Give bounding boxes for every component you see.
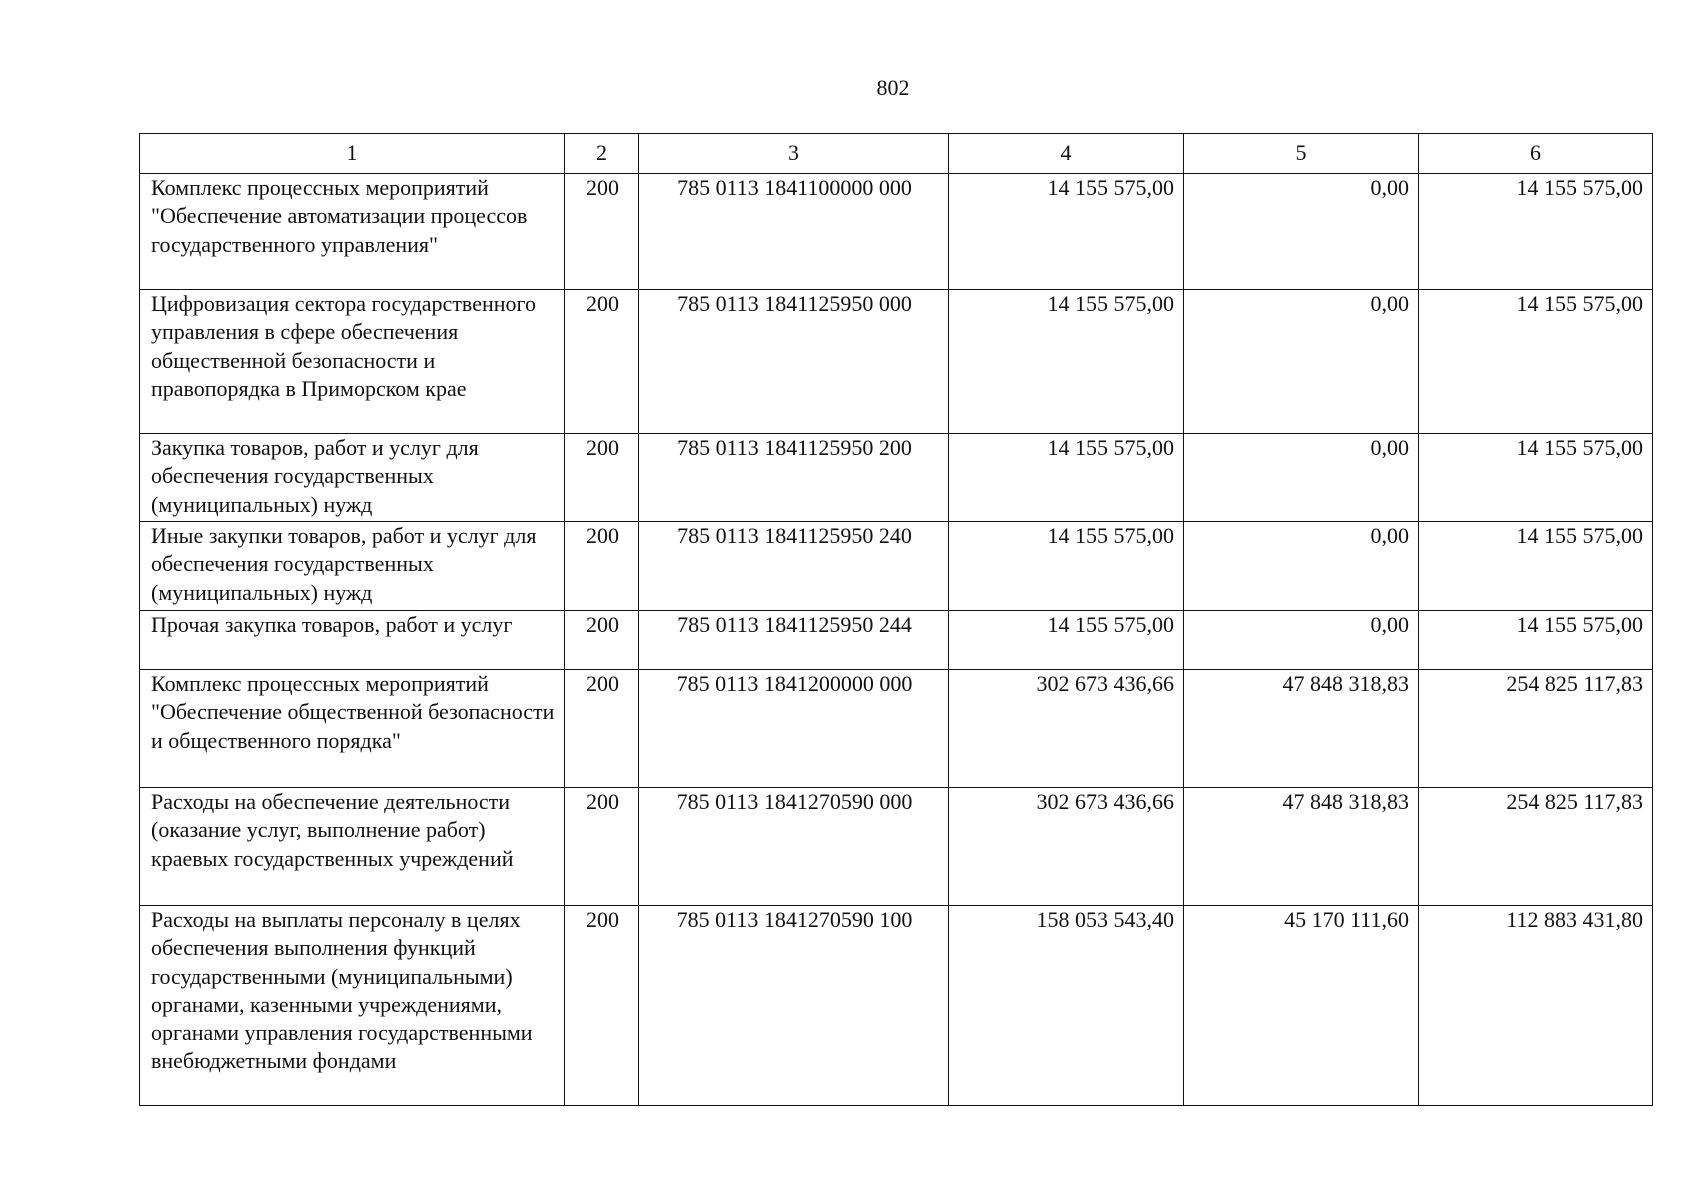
row-name-cell: Прочая закупка товаров, работ и услуг: [140, 611, 565, 670]
table-row: [140, 788, 1653, 906]
row-col6-cell: 14 155 575,00: [1419, 290, 1653, 434]
table-row: [140, 434, 1653, 522]
row-col4-cell: 14 155 575,00: [949, 174, 1184, 290]
row-col5-cell: 45 170 111,60: [1184, 906, 1419, 1106]
row-col6-cell: 14 155 575,00: [1419, 174, 1653, 290]
table-row: [140, 522, 1653, 611]
row-col4-cell: 302 673 436,66: [949, 788, 1184, 906]
budget-table: [139, 133, 1653, 1106]
row-col5-cell: 0,00: [1184, 522, 1419, 611]
header-col-6: 6: [1419, 134, 1653, 174]
row-code-cell: 200: [565, 290, 639, 434]
table-row: [140, 174, 1653, 290]
table-row: [140, 611, 1653, 670]
row-col4-cell: 158 053 543,40: [949, 906, 1184, 1106]
row-col5-cell: 0,00: [1184, 611, 1419, 670]
table-row: [140, 670, 1653, 788]
row-col6-cell: 14 155 575,00: [1419, 434, 1653, 522]
row-kbk-cell: 785 0113 1841100000 000: [639, 174, 949, 290]
row-name-cell: Иные закупки товаров, работ и услуг для обеспечения государственных (муниципальных) нужд: [140, 522, 565, 611]
table-row: [140, 290, 1653, 434]
row-code-cell: 200: [565, 522, 639, 611]
row-col6-cell: 112 883 431,80: [1419, 906, 1653, 1106]
row-col6-cell: 14 155 575,00: [1419, 611, 1653, 670]
header-col-3: 3: [639, 134, 949, 174]
row-col4-cell: 14 155 575,00: [949, 290, 1184, 434]
row-code-cell: 200: [565, 906, 639, 1106]
row-col4-cell: 14 155 575,00: [949, 434, 1184, 522]
row-code-cell: 200: [565, 611, 639, 670]
row-col5-cell: 0,00: [1184, 174, 1419, 290]
row-name-cell: Расходы на обеспечение деятельности (оказание услуг, выполнение работ) краевых государственных учреждений: [140, 788, 565, 906]
row-col5-cell: 0,00: [1184, 290, 1419, 434]
row-kbk-cell: 785 0113 1841125950 200: [639, 434, 949, 522]
row-col5-cell: 47 848 318,83: [1184, 788, 1419, 906]
row-col4-cell: 14 155 575,00: [949, 522, 1184, 611]
row-col6-cell: 14 155 575,00: [1419, 522, 1653, 611]
row-kbk-cell: 785 0113 1841200000 000: [639, 670, 949, 788]
table-row: [140, 906, 1653, 1106]
row-code-cell: 200: [565, 434, 639, 522]
row-kbk-cell: 785 0113 1841125950 240: [639, 522, 949, 611]
row-code-cell: 200: [565, 670, 639, 788]
page-number: 802: [876, 75, 910, 100]
table-header-row: [140, 134, 1653, 174]
row-col5-cell: 0,00: [1184, 434, 1419, 522]
row-name-cell: Цифровизация сектора государственного управления в сфере обеспечения общественной безопасности и правопорядка в Приморском крае: [140, 290, 565, 434]
header-col-2: 2: [565, 134, 639, 174]
row-name-cell: Комплекс процессных мероприятий "Обеспечение общественной безопасности и общественного порядка": [140, 670, 565, 788]
header-col-1: 1: [140, 134, 565, 174]
row-code-cell: 200: [565, 788, 639, 906]
row-name-cell: Расходы на выплаты персоналу в целях обеспечения выполнения функций государственными (муниципальными) органами, казенными учреждениями, органами управления государственными внебюджетными фондами: [140, 906, 565, 1106]
row-col4-cell: 302 673 436,66: [949, 670, 1184, 788]
row-col6-cell: 254 825 117,83: [1419, 788, 1653, 906]
header-col-5: 5: [1184, 134, 1419, 174]
header-col-4: 4: [949, 134, 1184, 174]
row-col4-cell: 14 155 575,00: [949, 611, 1184, 670]
row-name-cell: Закупка товаров, работ и услуг для обеспечения государственных (муниципальных) нужд: [140, 434, 565, 522]
row-col5-cell: 47 848 318,83: [1184, 670, 1419, 788]
row-name-cell: Комплекс процессных мероприятий "Обеспечение автоматизации процессов государственного управления": [140, 174, 565, 290]
row-col6-cell: 254 825 117,83: [1419, 670, 1653, 788]
row-kbk-cell: 785 0113 1841125950 000: [639, 290, 949, 434]
row-kbk-cell: 785 0113 1841270590 100: [639, 906, 949, 1106]
row-code-cell: 200: [565, 174, 639, 290]
row-kbk-cell: 785 0113 1841270590 000: [639, 788, 949, 906]
row-kbk-cell: 785 0113 1841125950 244: [639, 611, 949, 670]
